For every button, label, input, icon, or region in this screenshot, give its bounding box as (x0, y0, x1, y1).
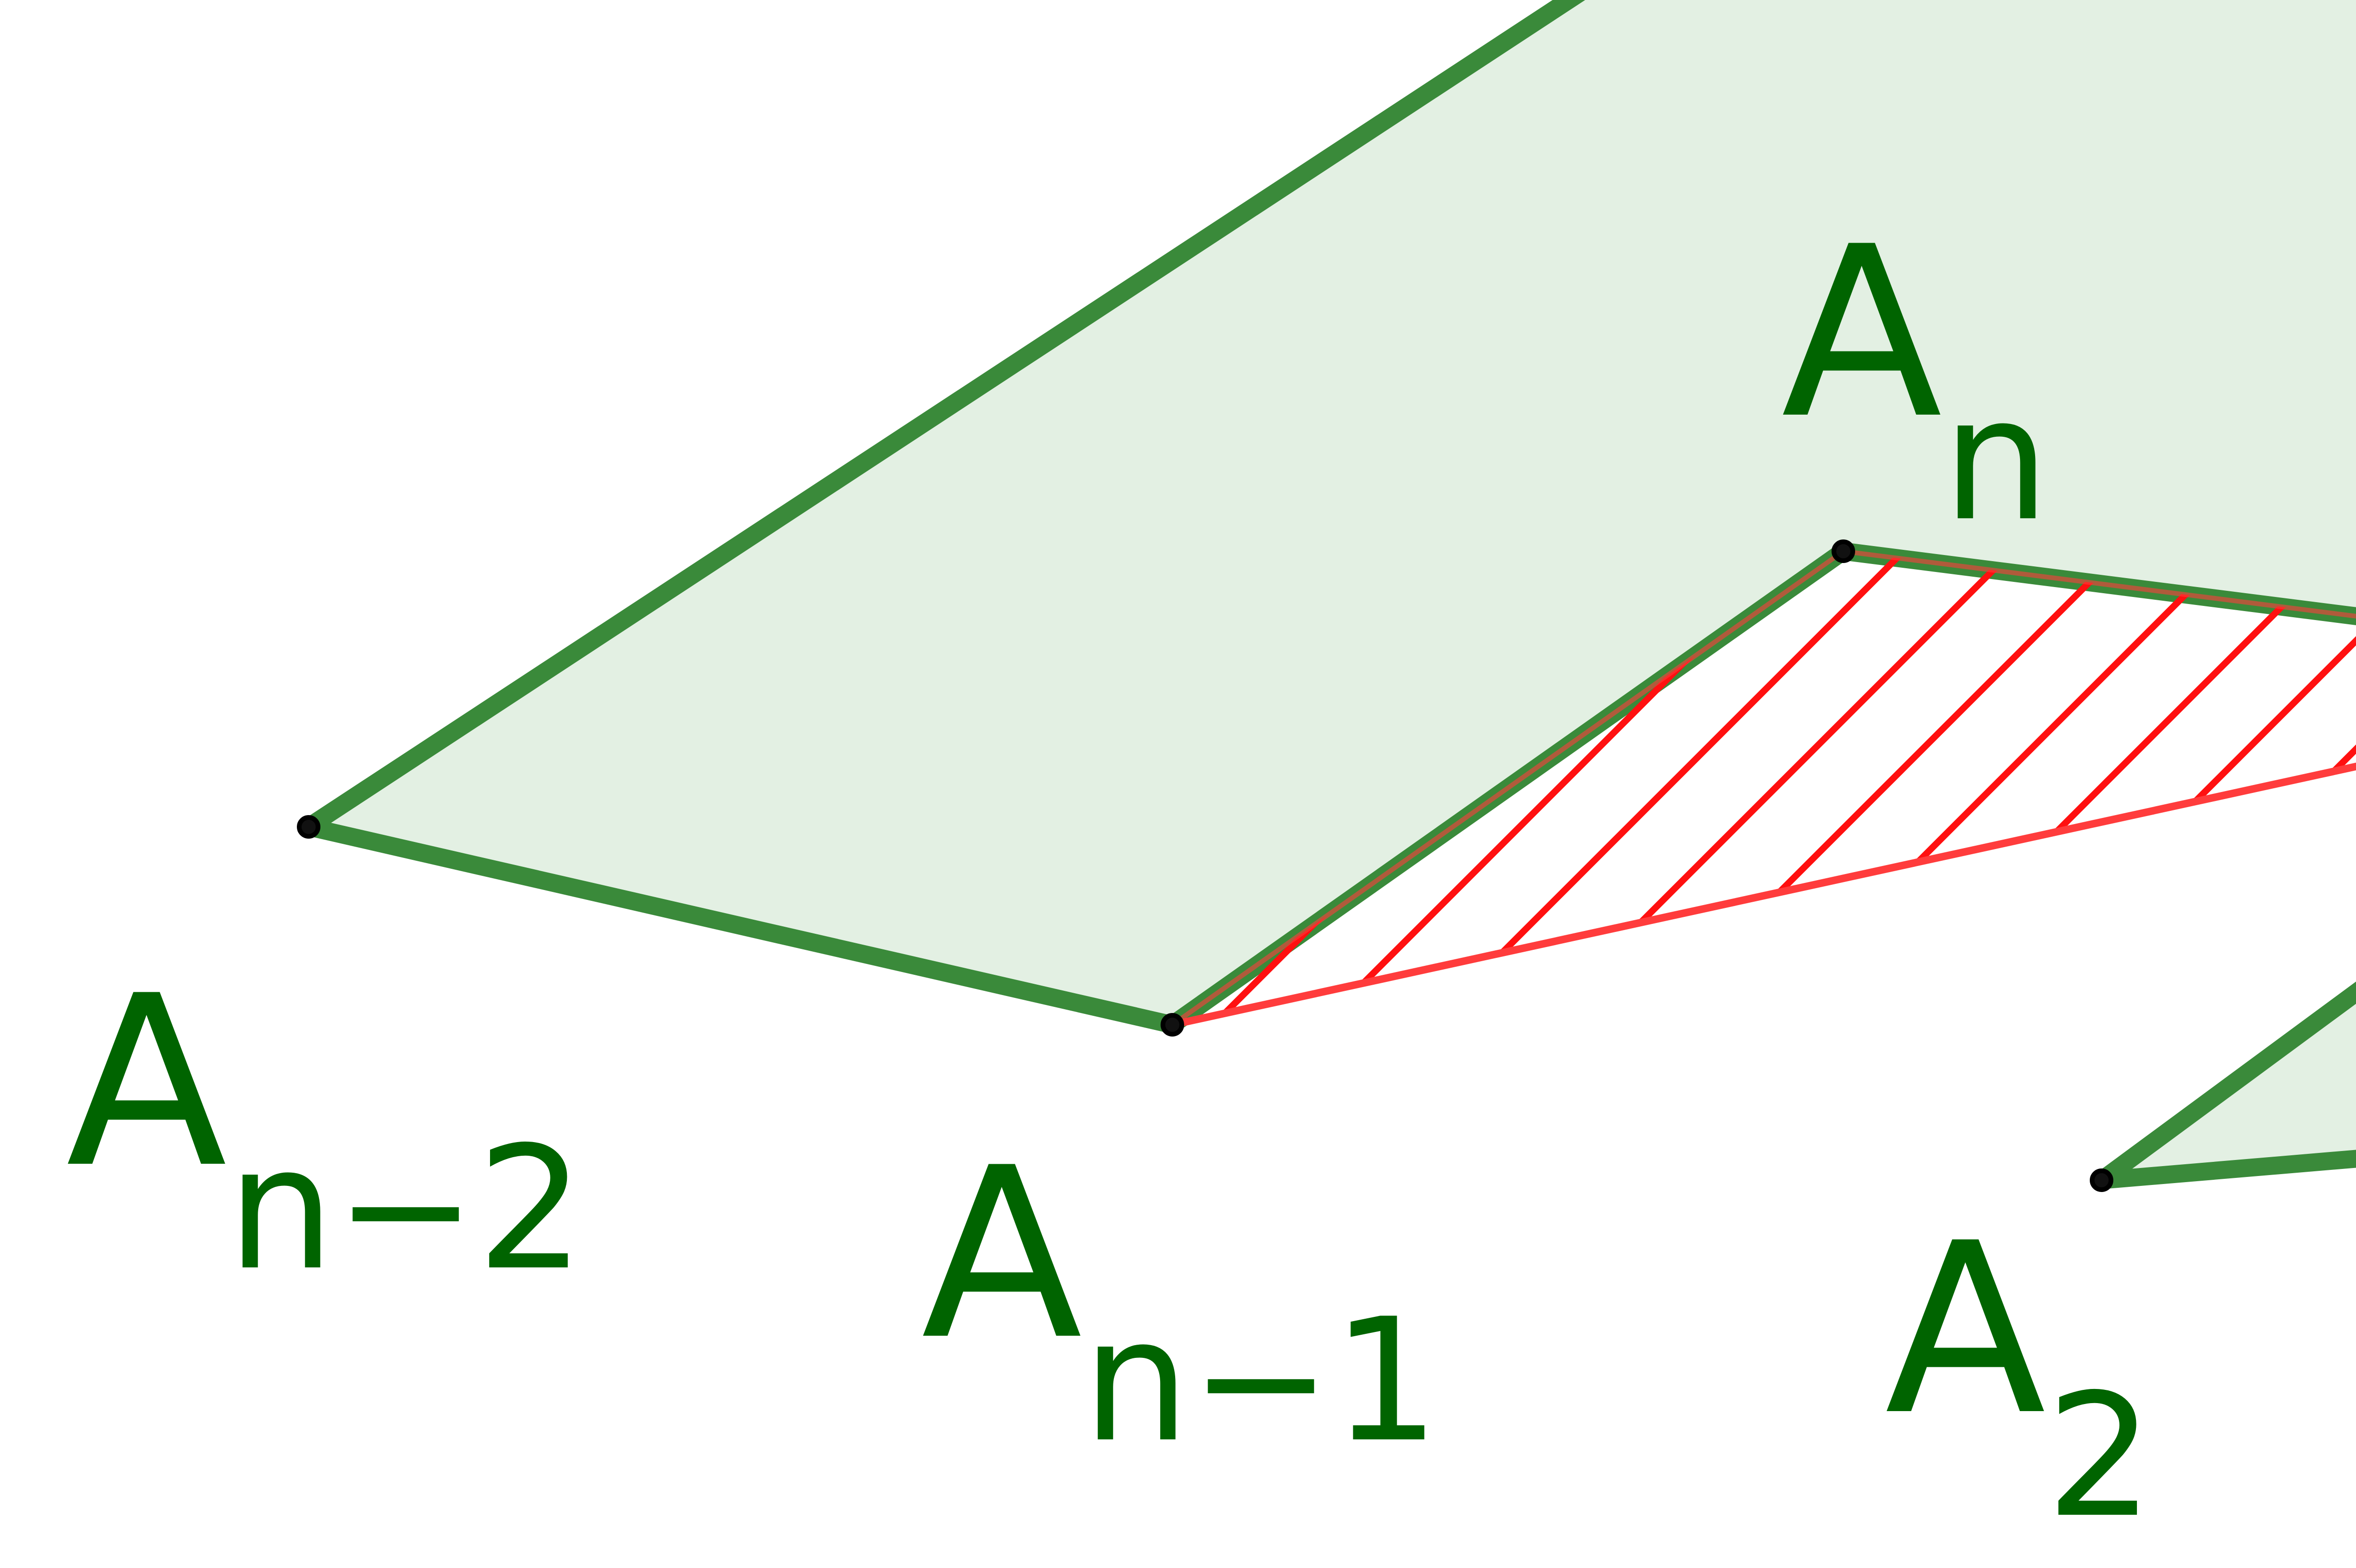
label-a-n-minus-2-base: A (66, 945, 228, 1219)
point-an (1834, 542, 1853, 561)
point-an-minus-1 (1163, 1015, 1182, 1034)
point-a2 (2092, 1171, 2111, 1190)
label-a-2-base: A (1885, 1192, 2046, 1467)
point-an-minus-2 (299, 817, 318, 836)
label-a-n-minus-2-sub: n−2 (227, 1110, 585, 1307)
label-a-2-sub: 2 (2046, 1357, 2154, 1555)
label-a-n-minus-1-sub: n−1 (1082, 1282, 1440, 1479)
label-a-n-minus-2 (66, 945, 585, 1307)
label-a-n-sub: n (1942, 361, 2050, 558)
label-a-n-base: A (1781, 196, 1943, 470)
polygon-fill (309, 0, 2356, 1180)
label-a-2 (1885, 1192, 2154, 1555)
label-a-n-minus-1 (921, 1117, 1440, 1479)
label-a-n-minus-1-base: A (921, 1117, 1083, 1391)
